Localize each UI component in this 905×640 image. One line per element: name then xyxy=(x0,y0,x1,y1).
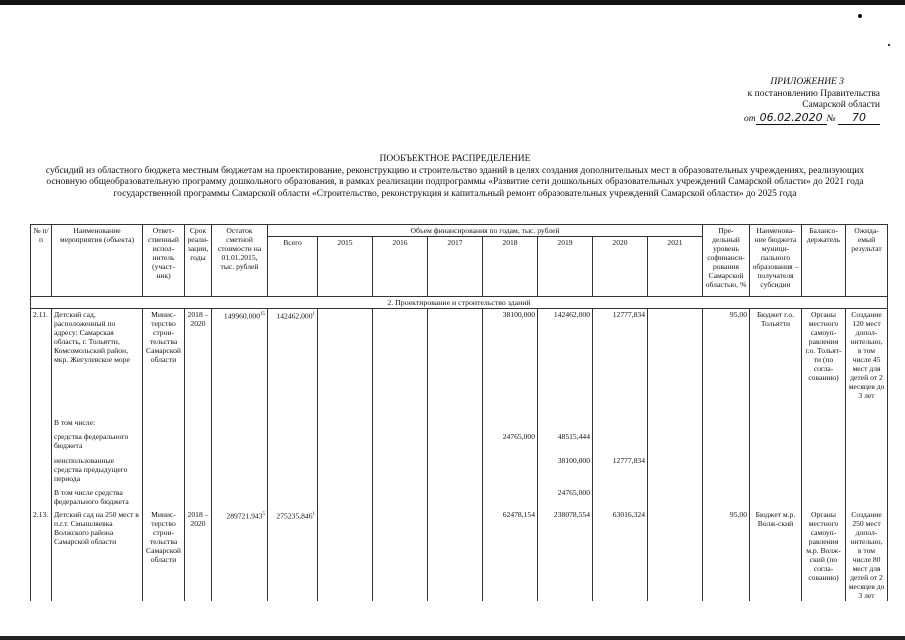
scan-speck xyxy=(858,14,862,18)
scan-speck xyxy=(888,44,890,46)
appendix-block xyxy=(700,77,880,125)
distribution-table xyxy=(30,224,888,601)
table-row: В том числе: xyxy=(31,417,888,431)
col-budget: Наименова-ние бюджета муници-пального образования – получателя субсидии xyxy=(750,225,802,297)
appendix-title: ПРИЛОЖЕНИЕ 3 xyxy=(770,77,844,87)
table-row: неиспользованные средства предыдущего периода 38100,000 12777,834 xyxy=(31,455,888,487)
header-row xyxy=(31,225,888,237)
table-row: 2.11. Детский сад, расположенный по адресу: Самарская область, г. Тольятти, Комсомольский район, мкр. Жигулевское море Минис-терство строи-тельства Самарской области 2018 – 2020 149960,000$^{15}$ 142462,000$^1$ 38100,000 142462,000 12777,834 95,00 Бюджет г.о. Тольятти Органы местного самоуп-равления г.о. Тольят-ти (по согла-сованию) Создание 120 мест допол-нительно, в том числе 45 мест для детей от 2 месяцев до 3 лет xyxy=(31,309,888,417)
col-remaining: Остаток сметной стоимости на 01.01.2015, тыс. рублей xyxy=(212,225,268,297)
col-holder: Балансо-держатель xyxy=(802,225,846,297)
col-no: № п/п xyxy=(31,225,52,297)
col-year: 2020 xyxy=(593,237,648,297)
col-limit: Пре-дельный уровень софинанси-рования Самарской областью, % xyxy=(703,225,750,297)
section-row xyxy=(31,297,888,309)
col-year: 2021 xyxy=(648,237,703,297)
handwritten-number: 70 xyxy=(838,111,880,125)
title-heading: ПООБЪЕКТНОЕ РАСПРЕДЕЛЕНИЕ xyxy=(379,154,531,164)
col-period: Срок реали-зации, годы xyxy=(185,225,212,297)
col-name: Наименование мероприятия (объекта) xyxy=(52,225,143,297)
appendix-signature: от 06.02.2020 № 70 xyxy=(700,112,880,126)
col-funding: Объем финансирования по годам, тыс. рублей xyxy=(268,225,703,237)
table-row: средства федерального бюджета 24765,000 48515,444 xyxy=(31,431,888,455)
appendix-line: Самарской области xyxy=(802,100,880,110)
col-year: 2018 xyxy=(483,237,538,297)
col-year: 2016 xyxy=(373,237,428,297)
title-body: субсидий из областного бюджета местным бюджетам на проектирование, реконструкцию и строительство зданий в целях создания дополнительных мест в образовательных учреждениях, реализующих основную общеобразовательную программу дошкольного образования, в рамках реализации подпрограммы «Развитие сети дошкольных образовательных учреждений Самарской области» до 2021 года государственной программы Самарской области «Строительство, реконструкция и капитальный ремонт образовательных учреждений Самарской области» до 2025 года xyxy=(45,165,865,199)
appendix-line: к постановлению Правительства xyxy=(747,88,880,99)
section-title: 2. Проектирование и строительство зданий xyxy=(31,297,888,309)
handwritten-date: 06.02.2020 xyxy=(756,111,827,125)
col-year: 2017 xyxy=(428,237,483,297)
col-total: Всего xyxy=(268,237,318,297)
table-row: 2.13. Детский сад на 250 мест в п.г.т. Смышляевка Волжского района Самарской области Минис-терство строи-тельства Самарской области 2018 – 2020 289721,943$^5$ 275235,846$^1$ 62478,154 238078,554 63016,324 95,00 Бюджет м.р. Волж-ский Органы местного самоуп-равления м.р. Волж-ский (по согла-сованию) Создание 250 мест допол-нительно, в том числе 80 мест для детей от 2 месяцев до 3 лет xyxy=(31,509,888,601)
col-year: 2019 xyxy=(538,237,593,297)
col-year: 2015 xyxy=(318,237,373,297)
document-title xyxy=(40,154,870,200)
col-executor: Ответ-ственный испол-нитель (участ-ник) xyxy=(143,225,185,297)
table-row: В том числе средства федерального бюджета 24765,000 xyxy=(31,487,888,509)
scan-bottom-border xyxy=(0,636,905,640)
scan-top-border xyxy=(0,0,905,5)
col-result: Ожида-емый результат xyxy=(846,225,888,297)
